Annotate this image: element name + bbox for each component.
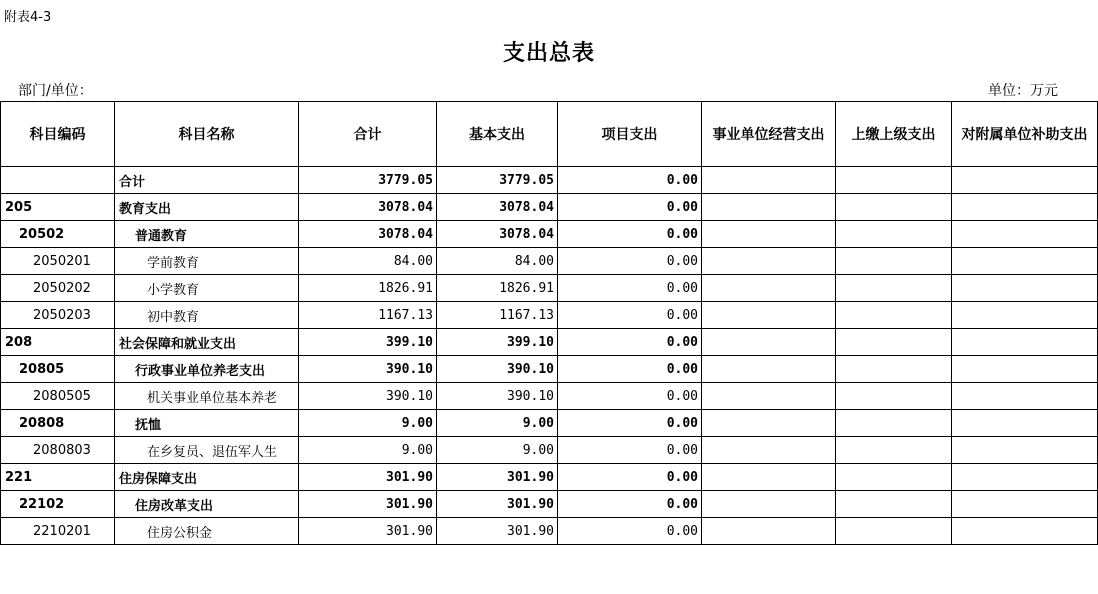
project-expenditure-cell: 0.00: [558, 383, 702, 410]
table-row: [1, 491, 1098, 518]
upper-remittance-cell: [836, 275, 952, 302]
basic-expenditure-cell: 301.90: [437, 464, 558, 491]
subsidiary-subsidy-cell: [952, 518, 1098, 545]
project-expenditure-cell: 0.00: [558, 194, 702, 221]
upper-remittance-cell: [836, 410, 952, 437]
subject-name-cell: 机关事业单位基本养老: [115, 383, 299, 410]
upper-remittance-cell: [836, 491, 952, 518]
subject-name-cell: 在乡复员、退伍军人生: [115, 437, 299, 464]
subject-code-cell: 20805: [1, 356, 115, 383]
total-cell: 301.90: [299, 518, 437, 545]
total-cell: 9.00: [299, 437, 437, 464]
table-row: [1, 464, 1098, 491]
basic-expenditure-cell: 3078.04: [437, 221, 558, 248]
table-row: [1, 302, 1098, 329]
business-expenditure-cell: [702, 167, 836, 194]
header-upper-remittance: 上缴上级支出: [836, 102, 952, 167]
table-row: [1, 383, 1098, 410]
subject-code-cell: 205: [1, 194, 115, 221]
table-row: [1, 167, 1098, 194]
upper-remittance-cell: [836, 194, 952, 221]
business-expenditure-cell: [702, 356, 836, 383]
subsidiary-subsidy-cell: [952, 221, 1098, 248]
upper-remittance-cell: [836, 248, 952, 275]
basic-expenditure-cell: 301.90: [437, 491, 558, 518]
basic-expenditure-cell: 390.10: [437, 356, 558, 383]
subject-code-cell: 208: [1, 329, 115, 356]
total-cell: 399.10: [299, 329, 437, 356]
project-expenditure-cell: 0.00: [558, 410, 702, 437]
subsidiary-subsidy-cell: [952, 167, 1098, 194]
project-expenditure-cell: 0.00: [558, 275, 702, 302]
business-expenditure-cell: [702, 194, 836, 221]
subject-code-cell: 221: [1, 464, 115, 491]
table-header-row: [1, 102, 1098, 167]
subject-name-cell: 学前教育: [115, 248, 299, 275]
table-row: [1, 275, 1098, 302]
business-expenditure-cell: [702, 437, 836, 464]
basic-expenditure-cell: 9.00: [437, 410, 558, 437]
business-expenditure-cell: [702, 464, 836, 491]
table-row: [1, 329, 1098, 356]
total-cell: 1826.91: [299, 275, 437, 302]
business-expenditure-cell: [702, 491, 836, 518]
total-cell: 301.90: [299, 491, 437, 518]
upper-remittance-cell: [836, 518, 952, 545]
upper-remittance-cell: [836, 437, 952, 464]
basic-expenditure-cell: 399.10: [437, 329, 558, 356]
total-cell: 390.10: [299, 356, 437, 383]
subject-code-cell: 2080803: [1, 437, 115, 464]
total-cell: 1167.13: [299, 302, 437, 329]
project-expenditure-cell: 0.00: [558, 248, 702, 275]
business-expenditure-cell: [702, 329, 836, 356]
header-project-expenditure: 项目支出: [558, 102, 702, 167]
basic-expenditure-cell: 301.90: [437, 518, 558, 545]
upper-remittance-cell: [836, 383, 952, 410]
basic-expenditure-cell: 9.00: [437, 437, 558, 464]
subject-name-cell: 住房保障支出: [115, 464, 299, 491]
project-expenditure-cell: 0.00: [558, 464, 702, 491]
business-expenditure-cell: [702, 302, 836, 329]
total-cell: 390.10: [299, 383, 437, 410]
upper-remittance-cell: [836, 167, 952, 194]
table-row: [1, 356, 1098, 383]
project-expenditure-cell: 0.00: [558, 221, 702, 248]
upper-remittance-cell: [836, 221, 952, 248]
total-cell: 301.90: [299, 464, 437, 491]
upper-remittance-cell: [836, 356, 952, 383]
header-business-expenditure: 事业单位经营支出: [702, 102, 836, 167]
table-row: [1, 248, 1098, 275]
upper-remittance-cell: [836, 464, 952, 491]
subject-name-cell: 普通教育: [115, 221, 299, 248]
subject-name-cell: 住房改革支出: [115, 491, 299, 518]
subsidiary-subsidy-cell: [952, 248, 1098, 275]
business-expenditure-cell: [702, 248, 836, 275]
appendix-label: 附表4-3: [4, 10, 52, 25]
page-title: 支出总表: [502, 41, 595, 66]
subject-code-cell: 2050202: [1, 275, 115, 302]
expenditure-table: [0, 101, 1098, 545]
project-expenditure-cell: 0.00: [558, 518, 702, 545]
subsidiary-subsidy-cell: [952, 275, 1098, 302]
subject-name-cell: 初中教育: [115, 302, 299, 329]
subject-name-cell: 抚恤: [115, 410, 299, 437]
upper-remittance-cell: [836, 329, 952, 356]
basic-expenditure-cell: 84.00: [437, 248, 558, 275]
subsidiary-subsidy-cell: [952, 302, 1098, 329]
subject-name-cell: 教育支出: [115, 194, 299, 221]
subject-code-cell: 20808: [1, 410, 115, 437]
table-row: [1, 437, 1098, 464]
project-expenditure-cell: 0.00: [558, 329, 702, 356]
subject-code-cell: 2050203: [1, 302, 115, 329]
upper-remittance-cell: [836, 302, 952, 329]
subject-name-cell: 合计: [115, 167, 299, 194]
basic-expenditure-cell: 1167.13: [437, 302, 558, 329]
subsidiary-subsidy-cell: [952, 329, 1098, 356]
basic-expenditure-cell: 3078.04: [437, 194, 558, 221]
table-row: [1, 518, 1098, 545]
subject-name-cell: 住房公积金: [115, 518, 299, 545]
header-total: 合计: [299, 102, 437, 167]
subsidiary-subsidy-cell: [952, 410, 1098, 437]
total-cell: 3078.04: [299, 194, 437, 221]
project-expenditure-cell: 0.00: [558, 491, 702, 518]
project-expenditure-cell: 0.00: [558, 356, 702, 383]
unit-label: 单位：万元: [988, 83, 1058, 99]
subsidiary-subsidy-cell: [952, 491, 1098, 518]
project-expenditure-cell: 0.00: [558, 302, 702, 329]
business-expenditure-cell: [702, 410, 836, 437]
basic-expenditure-cell: 390.10: [437, 383, 558, 410]
business-expenditure-cell: [702, 275, 836, 302]
header-subject-code: 科目编码: [1, 102, 115, 167]
subject-name-cell: 社会保障和就业支出: [115, 329, 299, 356]
total-cell: 3078.04: [299, 221, 437, 248]
project-expenditure-cell: 0.00: [558, 437, 702, 464]
subsidiary-subsidy-cell: [952, 464, 1098, 491]
subject-name-cell: 行政事业单位养老支出: [115, 356, 299, 383]
total-cell: 84.00: [299, 248, 437, 275]
total-cell: 9.00: [299, 410, 437, 437]
subject-code-cell: 22102: [1, 491, 115, 518]
table-body: [1, 167, 1098, 545]
header-basic-expenditure: 基本支出: [437, 102, 558, 167]
project-expenditure-cell: 0.00: [558, 167, 702, 194]
subject-code-cell: 20502: [1, 221, 115, 248]
business-expenditure-cell: [702, 383, 836, 410]
subject-code-cell: 2050201: [1, 248, 115, 275]
header-subsidiary-subsidy: 对附属单位补助支出: [952, 102, 1098, 167]
basic-expenditure-cell: 3779.05: [437, 167, 558, 194]
business-expenditure-cell: [702, 221, 836, 248]
business-expenditure-cell: [702, 518, 836, 545]
department-label: 部门/单位：: [18, 83, 93, 99]
basic-expenditure-cell: 1826.91: [437, 275, 558, 302]
subsidiary-subsidy-cell: [952, 437, 1098, 464]
subsidiary-subsidy-cell: [952, 383, 1098, 410]
table-row: [1, 410, 1098, 437]
subject-code-cell: 2210201: [1, 518, 115, 545]
subsidiary-subsidy-cell: [952, 356, 1098, 383]
table-row: [1, 221, 1098, 248]
subsidiary-subsidy-cell: [952, 194, 1098, 221]
total-cell: 3779.05: [299, 167, 437, 194]
subject-code-cell: 2080505: [1, 383, 115, 410]
subject-name-cell: 小学教育: [115, 275, 299, 302]
header-subject-name: 科目名称: [115, 102, 299, 167]
table-row: [1, 194, 1098, 221]
subject-code-cell: [1, 167, 115, 194]
